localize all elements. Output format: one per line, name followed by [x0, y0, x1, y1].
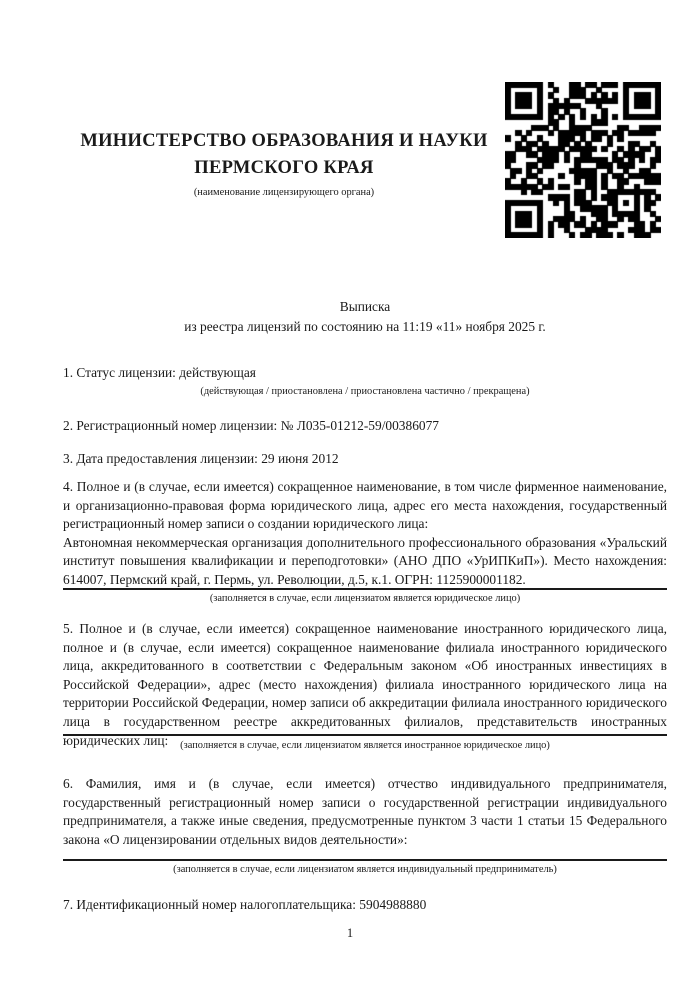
item-5-caption: (заполняется в случае, если лицензиатом является иностранное юридическое лицо): [180, 740, 550, 751]
licensing-authority-header: [63, 128, 505, 199]
item-4-caption: (заполняется в случае, если лицензиатом является юридическое лицо): [209, 593, 521, 604]
item-6-individual-entrepreneur: 6. Фамилия, имя и (в случае, если имеется) отчество индивидуального предпринимателя, государственный регистрационный номер записи о государственной регистрации индивидуального предпринимателя, а также иные сведения, предусмотренные пунктом 3 части 1 статьи 15 Федерального закона «О лицензировании отдельных видов деятельности»:: [63, 776, 667, 847]
item-4-value: Автономная некоммерческая организация дополнительного профессионального образования «Уральский институт повышения квалификации и переподготовки» (АНО ДПО «УрИПКиП»). Место нахождения: 614007, Пермский край, г. Пермь, ул. Революции, д.5, к.1. ОГРН: 1125900001182.: [63, 534, 667, 587]
item-4-label: 4. Полное и (в случае, если имеется) сокращенное наименование, в том числе фирменное наименование, и организационно-правовая форма юридического лица, адрес его места нахождения, государственный регистрационный номер записи о создании юридического лица:: [63, 479, 667, 532]
authority-name-line2: ПЕРМСКОГО КРАЯ: [194, 158, 374, 178]
item-3-license-date: 3. Дата предоставления лицензии: 29 июня 2012: [63, 451, 339, 466]
document-title: [63, 297, 667, 337]
item-4-fill-line: [63, 588, 667, 590]
item-4-legal-entity: [63, 478, 667, 590]
item-1-license-status: 1. Статус лицензии: действующая: [63, 365, 256, 380]
item-7-taxpayer-number: 7. Идентификационный номер налогоплательщика: 5904988880: [63, 897, 427, 912]
page-number: 1: [346, 926, 354, 940]
title-line2: из реестра лицензий по состоянию на 11:19 «11» ноября 2025 г.: [184, 319, 546, 334]
item-1-caption: (действующая / приостановлена / приостановлена частично / прекращена): [200, 386, 530, 397]
item-2-registration-number: 2. Регистрационный номер лицензии: № Л035-01212-59/00386077: [63, 418, 439, 433]
authority-name-line1: МИНИСТЕРСТВО ОБРАЗОВАНИЯ И НАУКИ: [80, 131, 488, 151]
qr-code-icon: [505, 82, 661, 238]
item-5-fill-line: [63, 734, 667, 736]
title-line1: Выписка: [339, 299, 391, 314]
authority-caption: (наименование лицензирующего органа): [193, 187, 375, 198]
item-6-caption: (заполняется в случае, если лицензиатом является индивидуальный предприниматель): [173, 864, 557, 875]
qr-code-container: [505, 82, 661, 238]
item-6-fill-line: [63, 859, 667, 861]
item-5-foreign-entity: 5. Полное и (в случае, если имеется) сокращенное наименование иностранного юридического лица, полное и (в случае, если имеется) сокращенное наименование филиала иностранного юридического лица, аккредитованного в соответствии с Федеральным законом «Об иностранных инвестициях в Российской Федерации», адрес (место нахождения) филиала иностранного юридического лица на территории Российской Федерации, номер записи об аккредитации филиала иностранного юридического лица в государственном реестре аккредитованных филиалов, представительств иностранных юридических лиц:: [63, 621, 667, 748]
